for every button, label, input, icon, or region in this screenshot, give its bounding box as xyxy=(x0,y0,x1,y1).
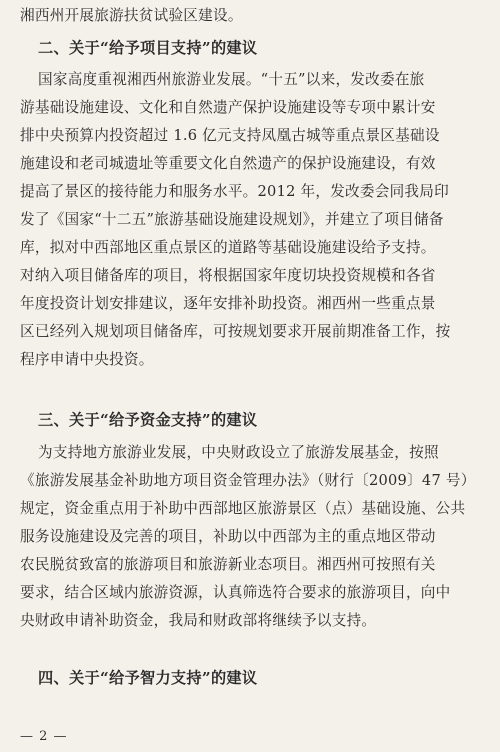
text-line: 年度投资计划安排建议，逐年安排补助投资。湘西州一些重点景 xyxy=(20,295,436,312)
text-line: 《旅游发展基金补助地方项目资金管理办法》（财行〔2009〕47 号） xyxy=(20,472,476,489)
text-line: 提高了景区的接待能力和服务水平。2012 年，发改委会同我局印 xyxy=(20,183,449,200)
page-number: — 2 — xyxy=(20,729,68,744)
text-line: 区已经列入规划项目储备库，可按规划要求开展前期准备工作，按 xyxy=(20,323,451,340)
text-line: 规定，资金重点用于补助中西部地区旅游景区（点）基础设施、公共 xyxy=(20,500,466,517)
text-line: 要求，结合区域内旅游资源，认真筛选符合要求的旅游项目，向中 xyxy=(20,584,451,601)
text-line: 发了《国家“十二五”旅游基础设施建设规划》，并建立了项目储备 xyxy=(20,211,444,228)
text-line: 服务设施建设及完善的项目，补助以中西部为主的重点地区带动 xyxy=(20,528,436,545)
section-heading-4: 四、关于“给予智力支持”的建议 xyxy=(38,669,258,687)
text-line: 游基础设施建设、文化和自然遗产保护设施建设等专项中累计安 xyxy=(20,99,436,116)
text-line: 为支持地方旅游业发展，中央财政设立了旅游发展基金，按照 xyxy=(38,444,439,461)
section-heading-3: 三、关于“给予资金支持”的建议 xyxy=(38,411,258,429)
section-heading-2: 二、关于“给予项目支持”的建议 xyxy=(38,39,258,57)
text-line: 程序申请中央投资。 xyxy=(20,351,154,368)
text-line: 排中央预算内投资超过 1.6 亿元支持凤凰古城等重点景区基础设 xyxy=(20,127,440,144)
text-line: 库，拟对中西部地区重点景区的道路等基础设施建设给予支持。 xyxy=(20,239,436,256)
text-line: 对纳入项目储备库的项目，将根据国家年度切块投资规模和各省 xyxy=(20,267,436,284)
text-line: 施建设和老司城遗址等重要文化自然遗产的保护设施建设，有效 xyxy=(20,155,436,172)
text-line: 国家高度重视湘西州旅游业发展。“十五”以来，发改委在旅 xyxy=(38,71,425,88)
text-line: 湘西州开展旅游扶贫试验区建设。 xyxy=(20,7,243,24)
text-line: 农民脱贫致富的旅游项目和旅游新业态项目。湘西州可按照有关 xyxy=(20,556,436,573)
text-line: 央财政申请补助资金，我局和财政部将继续予以支持。 xyxy=(20,612,377,629)
